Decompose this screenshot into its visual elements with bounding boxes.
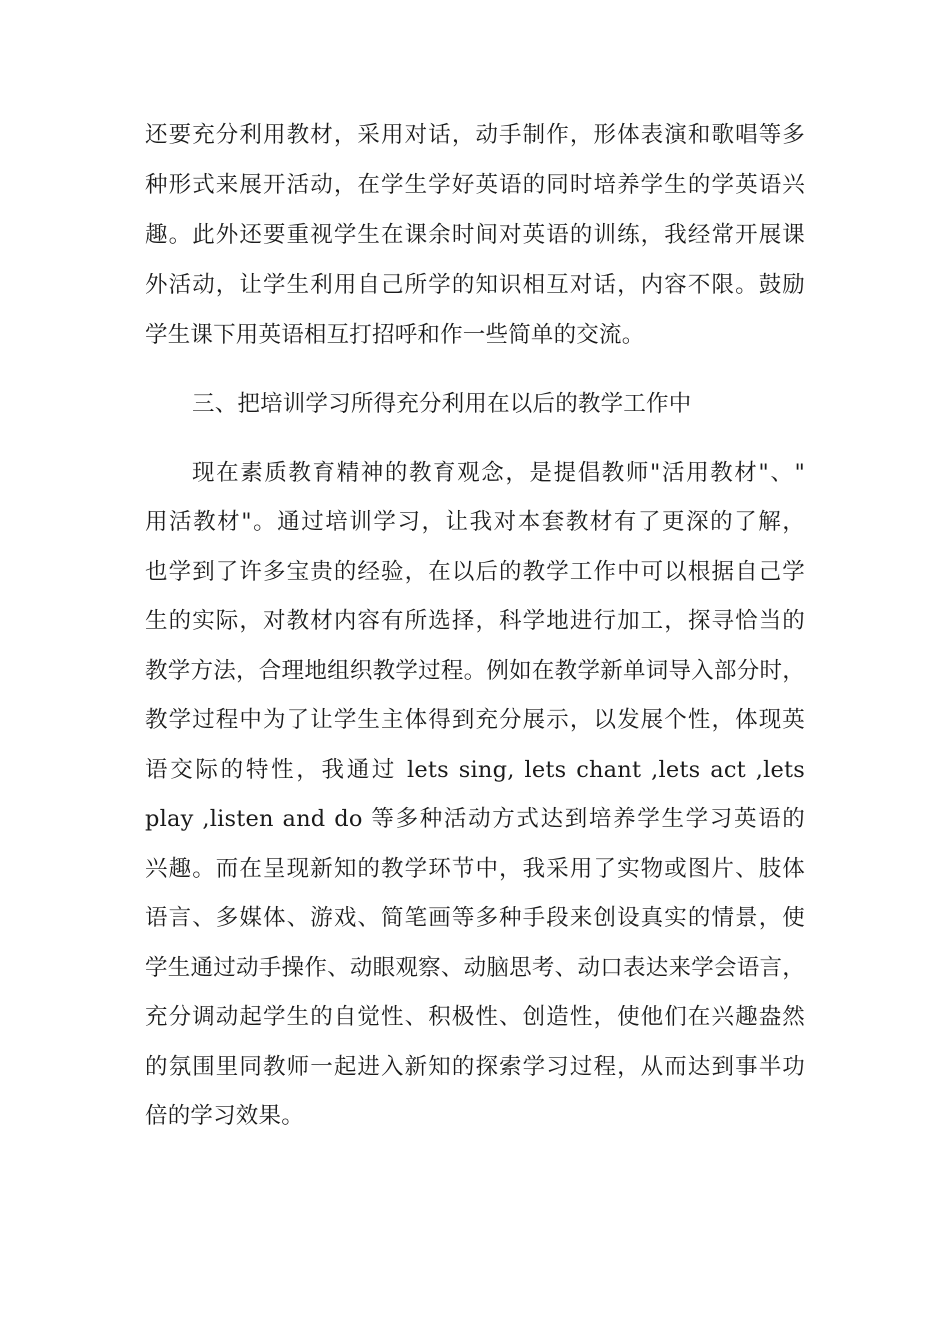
text-line: play ,listen and do 等多种活动方式达到培养学生学习英语的 [145, 806, 805, 832]
text-line: 兴趣。而在呈现新知的教学环节中，我采用了实物或图片、肢体 [145, 856, 805, 882]
text-line: 生的实际，对教材内容有所选择，科学地进行加工，探寻恰当的 [145, 608, 805, 634]
text-line: 趣。此外还要重视学生在课余时间对英语的训练，我经常开展课 [145, 222, 805, 248]
text-line: 还要充分利用教材，采用对话，动手制作，形体表演和歌唱等多 [145, 122, 805, 148]
text-line: 的氛围里同教师一起进入新知的探索学习过程，从而达到事半功 [145, 1054, 805, 1080]
text-line: 学生通过动手操作、动眼观察、动脑思考、动口表达来学会语言， [145, 955, 805, 981]
section-heading: 三、把培训学习所得充分利用在以后的教学工作中 [192, 391, 692, 417]
text-line: 充分调动起学生的自觉性、积极性、创造性，使他们在兴趣盎然 [145, 1004, 805, 1030]
text-line: 学生课下用英语相互打招呼和作一些简单的交流。 [145, 322, 645, 348]
text-line: 现在素质教育精神的教育观念，是提倡教师"活用教材"、" [192, 460, 805, 486]
text-line: 用活教材"。通过培训学习，让我对本套教材有了更深的了解， [145, 509, 805, 535]
text-line: 外活动，让学生利用自己所学的知识相互对话，内容不限。鼓励 [145, 272, 805, 298]
text-line: 语交际的特性，我通过 lets sing, lets chant ,lets act ,lets [145, 757, 805, 783]
text-line: 也学到了许多宝贵的经验，在以后的教学工作中可以根据自己学 [145, 559, 805, 585]
text-line: 倍的学习效果。 [145, 1103, 304, 1129]
text-line: 种形式来展开活动，在学生学好英语的同时培养学生的学英语兴 [145, 172, 805, 198]
text-line: 教学过程中为了让学生主体得到充分展示，以发展个性，体现英 [145, 707, 805, 733]
text-line: 语言、多媒体、游戏、简笔画等多种手段来创设真实的情景，使 [145, 905, 805, 931]
text-line: 教学方法，合理地组织教学过程。例如在教学新单词导入部分时， [145, 658, 805, 684]
